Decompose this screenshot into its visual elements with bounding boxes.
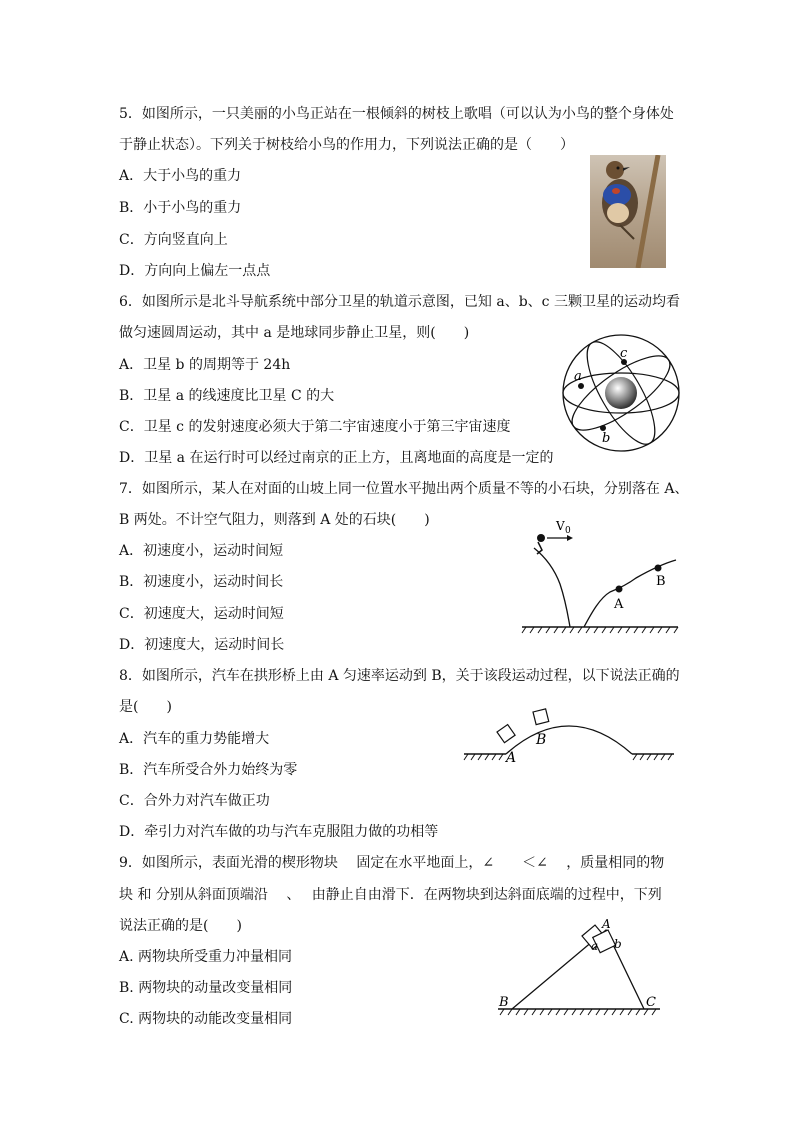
q5-option-d: D．方向向上偏左一点点: [119, 263, 271, 279]
label-B: B: [656, 574, 666, 589]
satellite-orbits-diagram: [558, 330, 684, 456]
q8-option-d: D．牵引力对汽车做的功与汽车克服阻力做的功相等: [119, 824, 439, 840]
q6-stem-line2: 做匀速圆周运动，其中 a 是地球同步静止卫星，则( ): [119, 325, 470, 341]
q8-stem-line2: 是( ): [119, 699, 172, 715]
q8-option-a: A．汽车的重力势能增大: [119, 731, 270, 747]
label-B: B: [536, 732, 547, 748]
q5-stem-line2: 于静止状态）。下列关于树枝给小鸟的作用力，下列说法正确的是（ ）: [119, 137, 574, 153]
q9-stem-line1: 9．如图所示，表面光滑的楔形物块 固定在水平地面上，∠ ＜∠ ，质量相同的物: [119, 855, 665, 871]
q6-option-c: C．卫星 c 的发射速度必须大于第二宇宙速度小于第三宇宙速度: [119, 419, 511, 435]
q9-option-c: C. 两物块的动能改变量相同: [119, 1011, 293, 1027]
label-a: a: [574, 369, 582, 384]
label-vertex-A: A: [602, 918, 611, 931]
q9-stem-line3: 说法正确的是( ): [119, 918, 242, 934]
q5-option-b: B．小于小鸟的重力: [119, 200, 242, 216]
q6-stem-line1: 6．如图所示是北斗导航系统中部分卫星的轨道示意图，已知 a、b、c 三颗卫星的运动均看: [119, 294, 680, 310]
label-A: A: [506, 750, 517, 766]
q6-option-d: D．卫星 a 在运行时可以经过南京的正上方，且离地面的高度是一定的: [119, 450, 554, 466]
q7-option-b: B．初速度小，运动时间长: [119, 574, 284, 590]
q9-option-b: B. 两物块的动量改变量相同: [119, 980, 293, 996]
q7-option-c: C．初速度大，运动时间短: [119, 606, 284, 622]
q8-option-b: B．汽车所受合外力始终为零: [119, 762, 298, 778]
q5-stem-line1: 5．如图所示，一只美丽的小鸟正站在一根倾斜的树枝上歌唱（可以认为小鸟的整个身体处: [119, 106, 674, 122]
label-c: c: [620, 346, 628, 361]
wedge-block-diagram: [496, 918, 664, 1018]
q8-option-c: C．合外力对汽车做正功: [119, 793, 270, 809]
label-A: A: [614, 597, 624, 612]
label-vertex-C: C: [646, 995, 656, 1010]
label-vertex-B: B: [499, 995, 509, 1010]
q5-option-a: A．大于小鸟的重力: [119, 168, 242, 184]
label-block-b: b: [614, 937, 622, 951]
q6-option-b: B．卫星 a 的线速度比卫星 C 的大: [119, 388, 335, 404]
q9-option-a: A. 两物块所受重力冲量相同: [119, 949, 293, 965]
q6-option-a: A．卫星 b 的周期等于 24h: [119, 357, 291, 373]
label-block-a: a: [591, 939, 599, 953]
q9-stem-line2: 块 和 分别从斜面顶端沿 、 由静止自由滑下．在两物块到达斜面底端的过程中，下列: [119, 887, 662, 903]
q5-option-c: C．方向竖直向上: [119, 232, 228, 248]
q8-stem-line1: 8．如图所示，汽车在拱形桥上由 A 匀速率运动到 B，关于该段运动过程，以下说法正确的: [119, 668, 680, 684]
projectile-slope-diagram: [520, 512, 682, 634]
q7-option-a: A．初速度小，运动时间短: [119, 543, 284, 559]
q7-stem-line1: 7．如图所示，某人在对面的山坡上同一位置水平抛出两个质量不等的小石块，分别落在 A、: [119, 481, 689, 497]
q7-stem-line2: B 两处。不计空气阻力，则落到 A 处的石块( ): [119, 512, 430, 528]
label-v0-subscript: 0: [565, 526, 571, 536]
q7-option-d: D．初速度大，运动时间长: [119, 637, 285, 653]
bird-on-branch-photo: [590, 155, 666, 268]
label-v0: V: [556, 519, 565, 533]
arch-bridge-diagram: [462, 702, 678, 768]
label-b: b: [602, 431, 611, 446]
